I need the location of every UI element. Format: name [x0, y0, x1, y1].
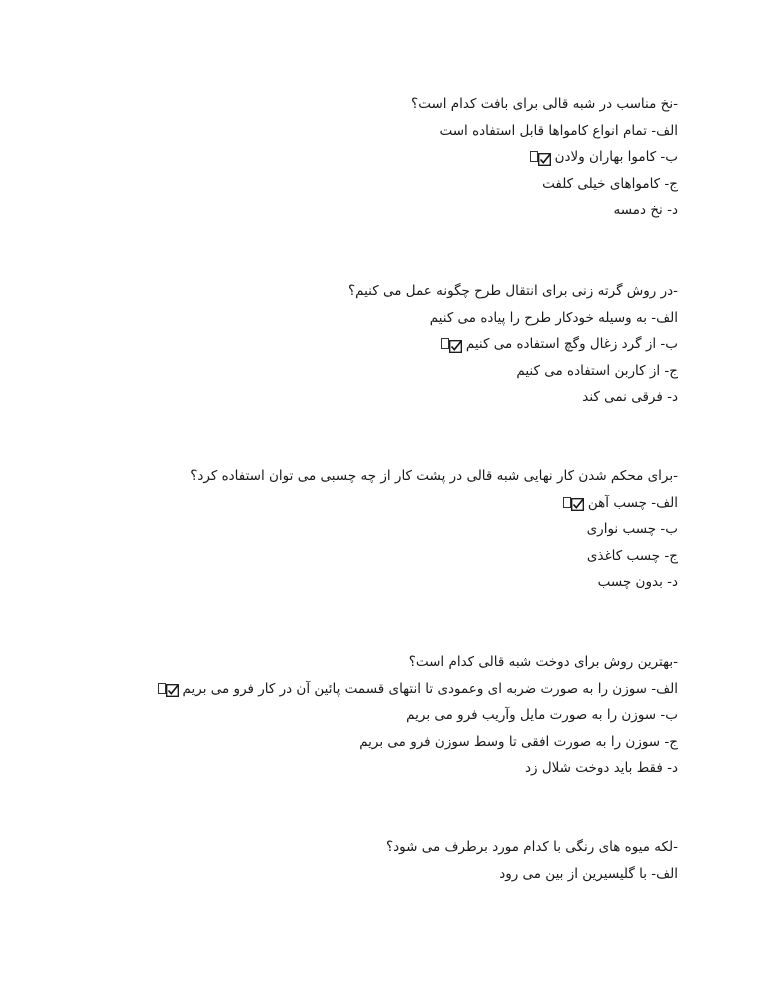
- option-jim: [58, 729, 678, 756]
- option-label: ب- سوزن را به صورت مایل وآریب فرو می بریم: [406, 707, 678, 723]
- question-text: -در روش گرته زنی برای انتقال طرح چگونه عمل می کنیم؟: [347, 283, 678, 299]
- answer-mark: [154, 678, 179, 705]
- option-alef: [78, 305, 678, 332]
- question-block-3: [78, 463, 678, 596]
- option-label: ج- کامواهای خیلی کلفت: [542, 175, 678, 192]
- option-dal: [78, 197, 678, 224]
- option-label: الف- سوزن را به صورت ضربه ای وعمودی تا انتهای قسمت پائین آن در کار فرو می بریم: [182, 680, 678, 697]
- checked-box-icon: [571, 498, 584, 511]
- checked-box-icon: [166, 684, 179, 697]
- option-label: د- نخ دمسه: [613, 202, 678, 218]
- question-text: -برای محکم شدن کار نهایی شبه قالی در پشت کار از چه چسبی می توان استفاده کرد؟: [190, 468, 678, 484]
- option-alef: [78, 118, 678, 145]
- option-label: د- فقط باید دوخت شلال زد: [525, 760, 678, 776]
- question-block-2: [78, 278, 678, 411]
- option-label: ب- کاموا بهاران ولادن: [554, 149, 678, 165]
- question-block-5: [78, 834, 678, 887]
- option-label: الف- به وسیله خودکار طرح را پیاده می کنیم: [429, 309, 678, 326]
- option-jim: [78, 358, 678, 385]
- option-dal: [78, 384, 678, 411]
- option-jim: [78, 171, 678, 198]
- question-block-4: [58, 649, 678, 782]
- option-label: ب- از گرد زغال وگچ استفاده می کنیم: [465, 336, 678, 352]
- option-dal: [78, 569, 678, 596]
- option-label: ج- چسب کاغذی: [586, 547, 678, 564]
- option-be: [58, 702, 678, 729]
- option-alef: [78, 490, 678, 517]
- empty-box-icon: [563, 497, 571, 508]
- option-jim: [78, 543, 678, 570]
- empty-box-icon: [441, 338, 449, 349]
- option-label: ج- سوزن را به صورت افقی تا وسط سوزن فرو می بریم: [359, 733, 678, 750]
- empty-box-icon: [530, 151, 538, 162]
- option-be: [78, 331, 678, 358]
- option-label: ج- از کاربن استفاده می کنیم: [516, 362, 678, 379]
- option-alef: [78, 861, 678, 888]
- question-text: -بهترین روش برای دوخت شبه قالی کدام است؟: [408, 654, 678, 670]
- option-label: د- بدون چسب: [597, 574, 678, 590]
- answer-mark: [526, 146, 551, 173]
- answer-mark: [559, 492, 584, 519]
- checked-box-icon: [538, 153, 551, 166]
- option-label: ب- چسب نواری: [586, 521, 678, 537]
- question-text: -لکه میوه های رنگی با کدام مورد برطرف می شود؟: [385, 839, 678, 855]
- option-dal: [58, 755, 678, 782]
- option-label: الف- تمام انواع کاموا‌ها قابل استفاده است: [439, 122, 678, 139]
- option-label: د- فرقی نمی کند: [582, 389, 678, 405]
- empty-box-icon: [158, 683, 166, 694]
- option-be: [78, 516, 678, 543]
- option-label: الف- با گلیسیرین از بین می رود: [499, 865, 678, 882]
- checked-box-icon: [449, 340, 462, 353]
- question-text: -نخ مناسب در شبه قالی برای بافت کدام است؟: [411, 96, 678, 112]
- question-block-1: [78, 91, 678, 224]
- option-alef: [58, 676, 678, 703]
- option-label: الف- چسب آهن: [587, 494, 678, 511]
- option-be: [78, 144, 678, 171]
- answer-mark: [437, 333, 462, 360]
